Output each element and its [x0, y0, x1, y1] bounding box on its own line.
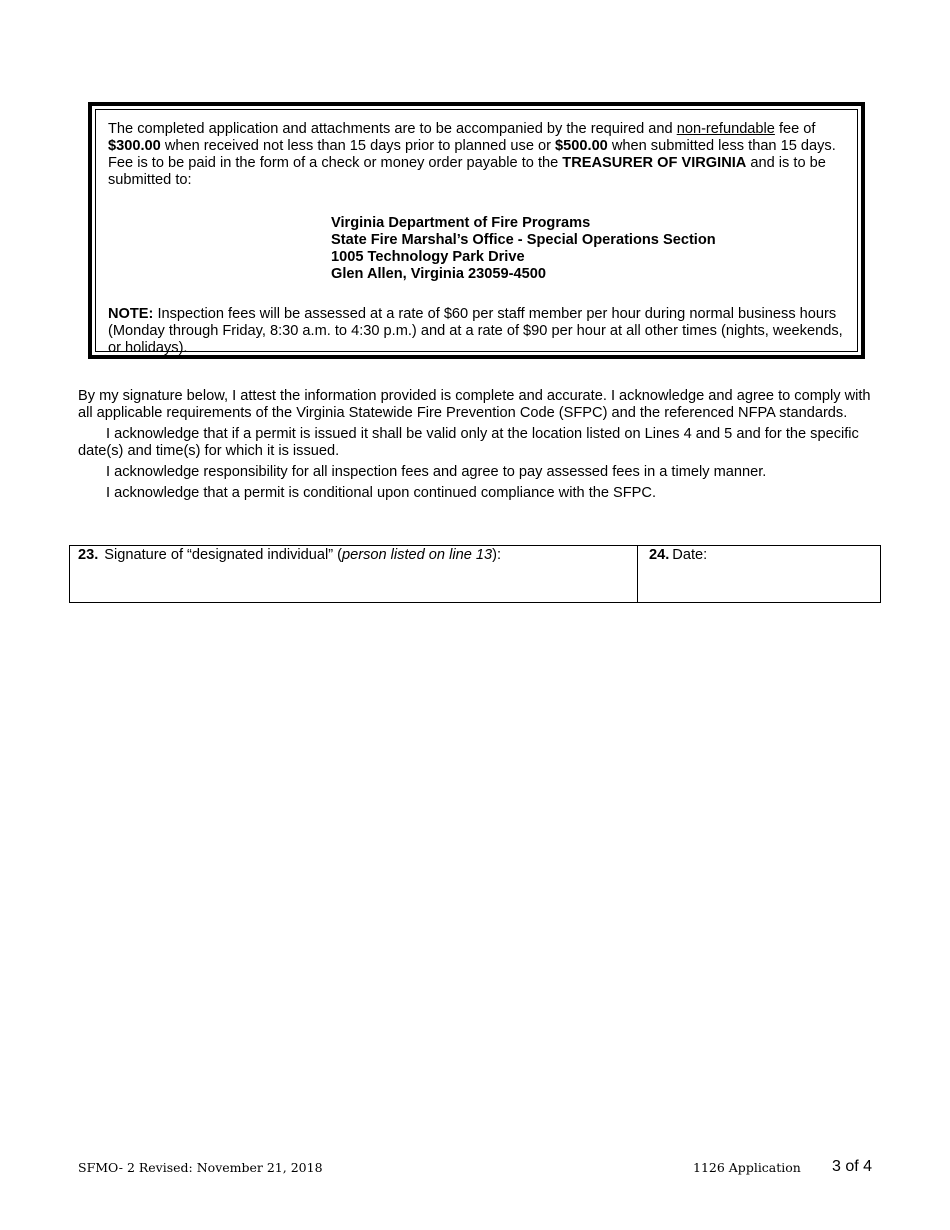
- fee-text: The completed application and attachments are to be accompanied by the required and: [108, 121, 677, 137]
- note-text: Inspection fees will be assessed at a rate of $60 per staff member per hour during normal business hours (Monday through Friday, 8:30 a.m. to 4:30 p.m.) and at a rate of $90 per hour at all other times (nights, weekends, or holidays).: [108, 306, 843, 356]
- signature-label: ):: [492, 547, 502, 563]
- fee-paragraph: [108, 121, 845, 189]
- date-label: Date:: [672, 547, 708, 563]
- note-label: NOTE:: [108, 306, 154, 322]
- fee-notice-box: [88, 102, 865, 359]
- attestation-paragraph: I acknowledge that a permit is conditional upon continued compliance with the SFPC.: [106, 485, 657, 501]
- signature-field[interactable]: [70, 546, 638, 602]
- attestation-paragraph: By my signature below, I attest the information provided is complete and accurate. I acknowledge and agree to comply with all applicable requirements of the Virginia Statewide Fire Prevention Code (SFPC) and the referenced NFPA standards.: [78, 388, 871, 421]
- fee-notice-inner: [95, 109, 858, 356]
- fee-text: when received not less than 15 days prior to planned use or: [160, 138, 556, 154]
- footer-revision: SFMO- 2 Revised: November 21, 2018: [78, 1160, 323, 1175]
- signature-table: [69, 545, 881, 603]
- attestation-paragraph: I acknowledge responsibility for all inspection fees and agree to pay assessed fees in a timely manner.: [106, 464, 767, 480]
- note-paragraph: [108, 306, 845, 357]
- line-number: 23.: [78, 547, 99, 563]
- fee-text: fee of: [774, 121, 816, 137]
- address-line: Glen Allen, Virginia 23059-4500: [331, 266, 546, 282]
- fee-low-amount: $300.00: [108, 138, 161, 154]
- signature-label-italic: person listed on line 13: [342, 547, 493, 563]
- address-line: Virginia Department of Fire Programs: [331, 215, 591, 231]
- footer-form-name: 1126 Application: [693, 1160, 801, 1175]
- address-line: State Fire Marshal’s Office - Special Operations Section: [331, 232, 716, 248]
- fee-high-amount: $500.00: [555, 138, 608, 154]
- signature-label: Signature of “designated individual” (: [104, 547, 342, 563]
- payee-name: TREASURER OF VIRGINIA: [562, 155, 747, 171]
- fee-text: when submitted less than 15 days. Fee is to be paid in the form of a check or money order payable to the: [108, 138, 836, 171]
- attestation-paragraph: I acknowledge that if a permit is issued it shall be valid only at the location listed on Lines 4 and 5 and for the specific date(s) and time(s) for which it is issued.: [78, 426, 859, 459]
- address-line: 1005 Technology Park Drive: [331, 249, 525, 265]
- line-number: 24.: [649, 547, 670, 563]
- fee-text: and is to be submitted to:: [108, 155, 826, 188]
- date-field[interactable]: [638, 546, 880, 602]
- non-refundable-text: non-refundable: [676, 121, 775, 137]
- attestation-section: [78, 388, 878, 506]
- page-number: 3 of 4: [832, 1158, 873, 1175]
- mailing-address: [331, 215, 845, 283]
